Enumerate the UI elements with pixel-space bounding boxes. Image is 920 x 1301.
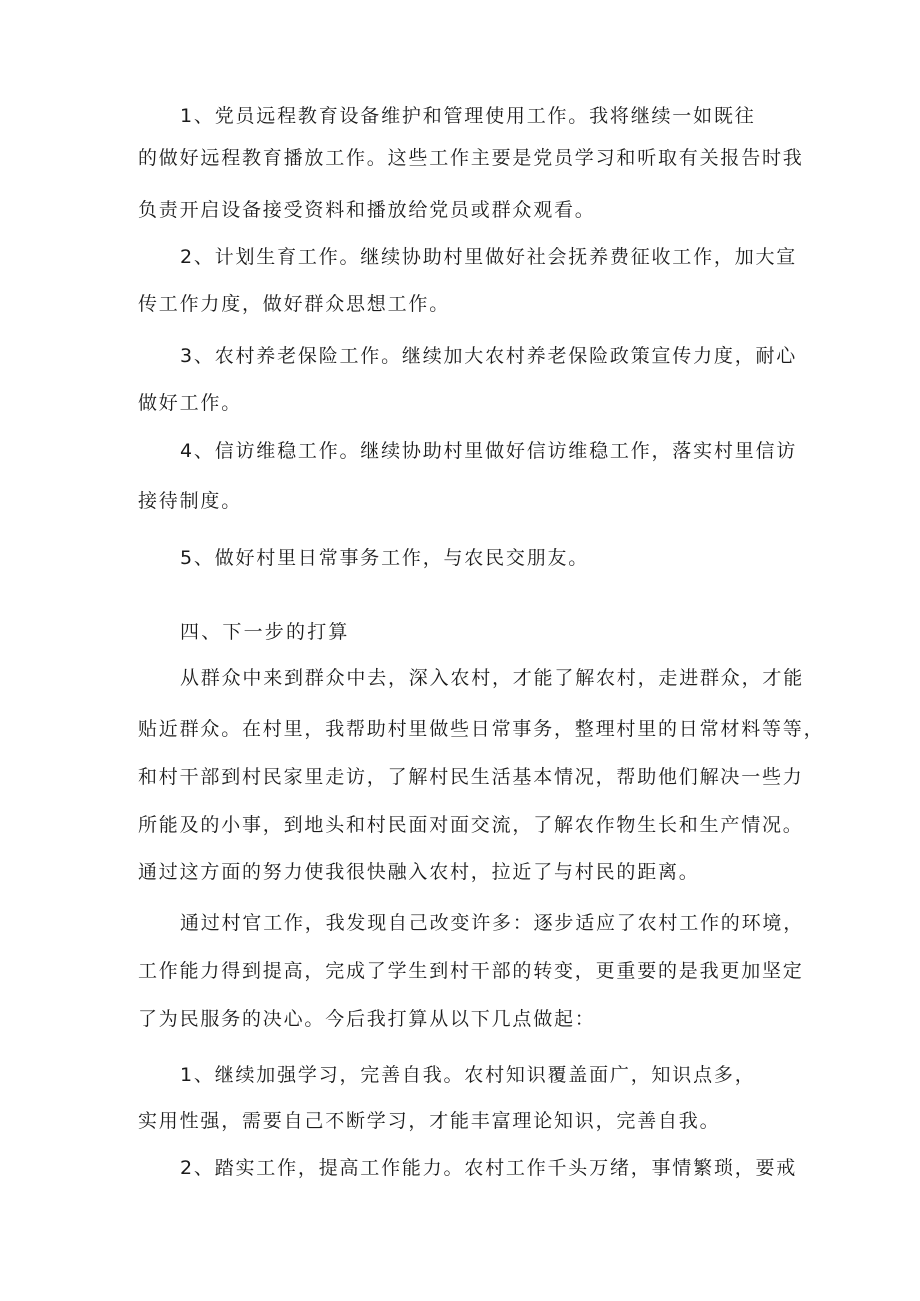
paragraph-1-line-5: 通过这方面的努力使我很快融入农村，拉近了与村民的距离。 xyxy=(138,861,700,883)
item-1-line-2: 的做好远程教育播放工作。这些工作主要是党员学习和听取有关报告时我 xyxy=(138,147,804,169)
item-1-line-3: 负责开启设备接受资料和播放给党员或群众观看。 xyxy=(138,199,596,221)
paragraph-2-line-2: 工作能力得到提高，完成了学生到村干部的转变，更重要的是我更加坚定 xyxy=(138,960,804,982)
item-2-line-2: 传工作力度，做好群众思想工作。 xyxy=(138,293,451,315)
plan-item-1-line-1: 1、继续加强学习，完善自我。农村知识覆盖面广，知识点多， xyxy=(180,1064,756,1086)
item-3-line-1: 3、农村养老保险工作。继续加大农村养老保险政策宣传力度，耐心 xyxy=(180,345,798,367)
item-4-line-2: 接待制度。 xyxy=(138,490,243,512)
item-2-line-1: 2、计划生育工作。继续协助村里做好社会抚养费征收工作，加大宣 xyxy=(180,246,798,268)
paragraph-1-line-3: 和村干部到村民家里走访，了解村民生活基本情况，帮助他们解决一些力 xyxy=(138,766,804,788)
paragraph-2-line-1: 通过村官工作，我发现自己改变许多：逐步适应了农村工作的环境， xyxy=(180,912,805,934)
paragraph-2-line-3: 了为民服务的决心。今后我打算从以下几点做起： xyxy=(138,1008,596,1030)
item-3-line-2: 做好工作。 xyxy=(138,392,243,414)
item-4-line-1: 4、信访维稳工作。继续协助村里做好信访维稳工作，落实村里信访 xyxy=(180,440,798,462)
item-1-line-1: 1、党员远程教育设备维护和管理使用工作。我将继续一如既往 xyxy=(180,105,756,127)
paragraph-1-line-4: 所能及的小事，到地头和村民面对面交流，了解农作物生长和生产情况。 xyxy=(138,814,804,836)
paragraph-1-line-2: 贴近群众。在村里，我帮助村里做些日常事务，整理村里的日常材料等等， xyxy=(138,718,825,740)
item-5-line-1: 5、做好村里日常事务工作，与农民交朋友。 xyxy=(180,547,590,569)
plan-item-2-line-1: 2、踏实工作，提高工作能力。农村工作千头万绪，事情繁琐，要戒 xyxy=(180,1157,798,1179)
plan-item-1-line-2: 实用性强，需要自己不断学习，才能丰富理论知识，完善自我。 xyxy=(138,1110,721,1132)
paragraph-1-line-1: 从群众中来到群众中去，深入农村，才能了解农村，走进群众，才能 xyxy=(180,667,805,689)
section-heading: 四、下一步的打算 xyxy=(180,621,350,643)
